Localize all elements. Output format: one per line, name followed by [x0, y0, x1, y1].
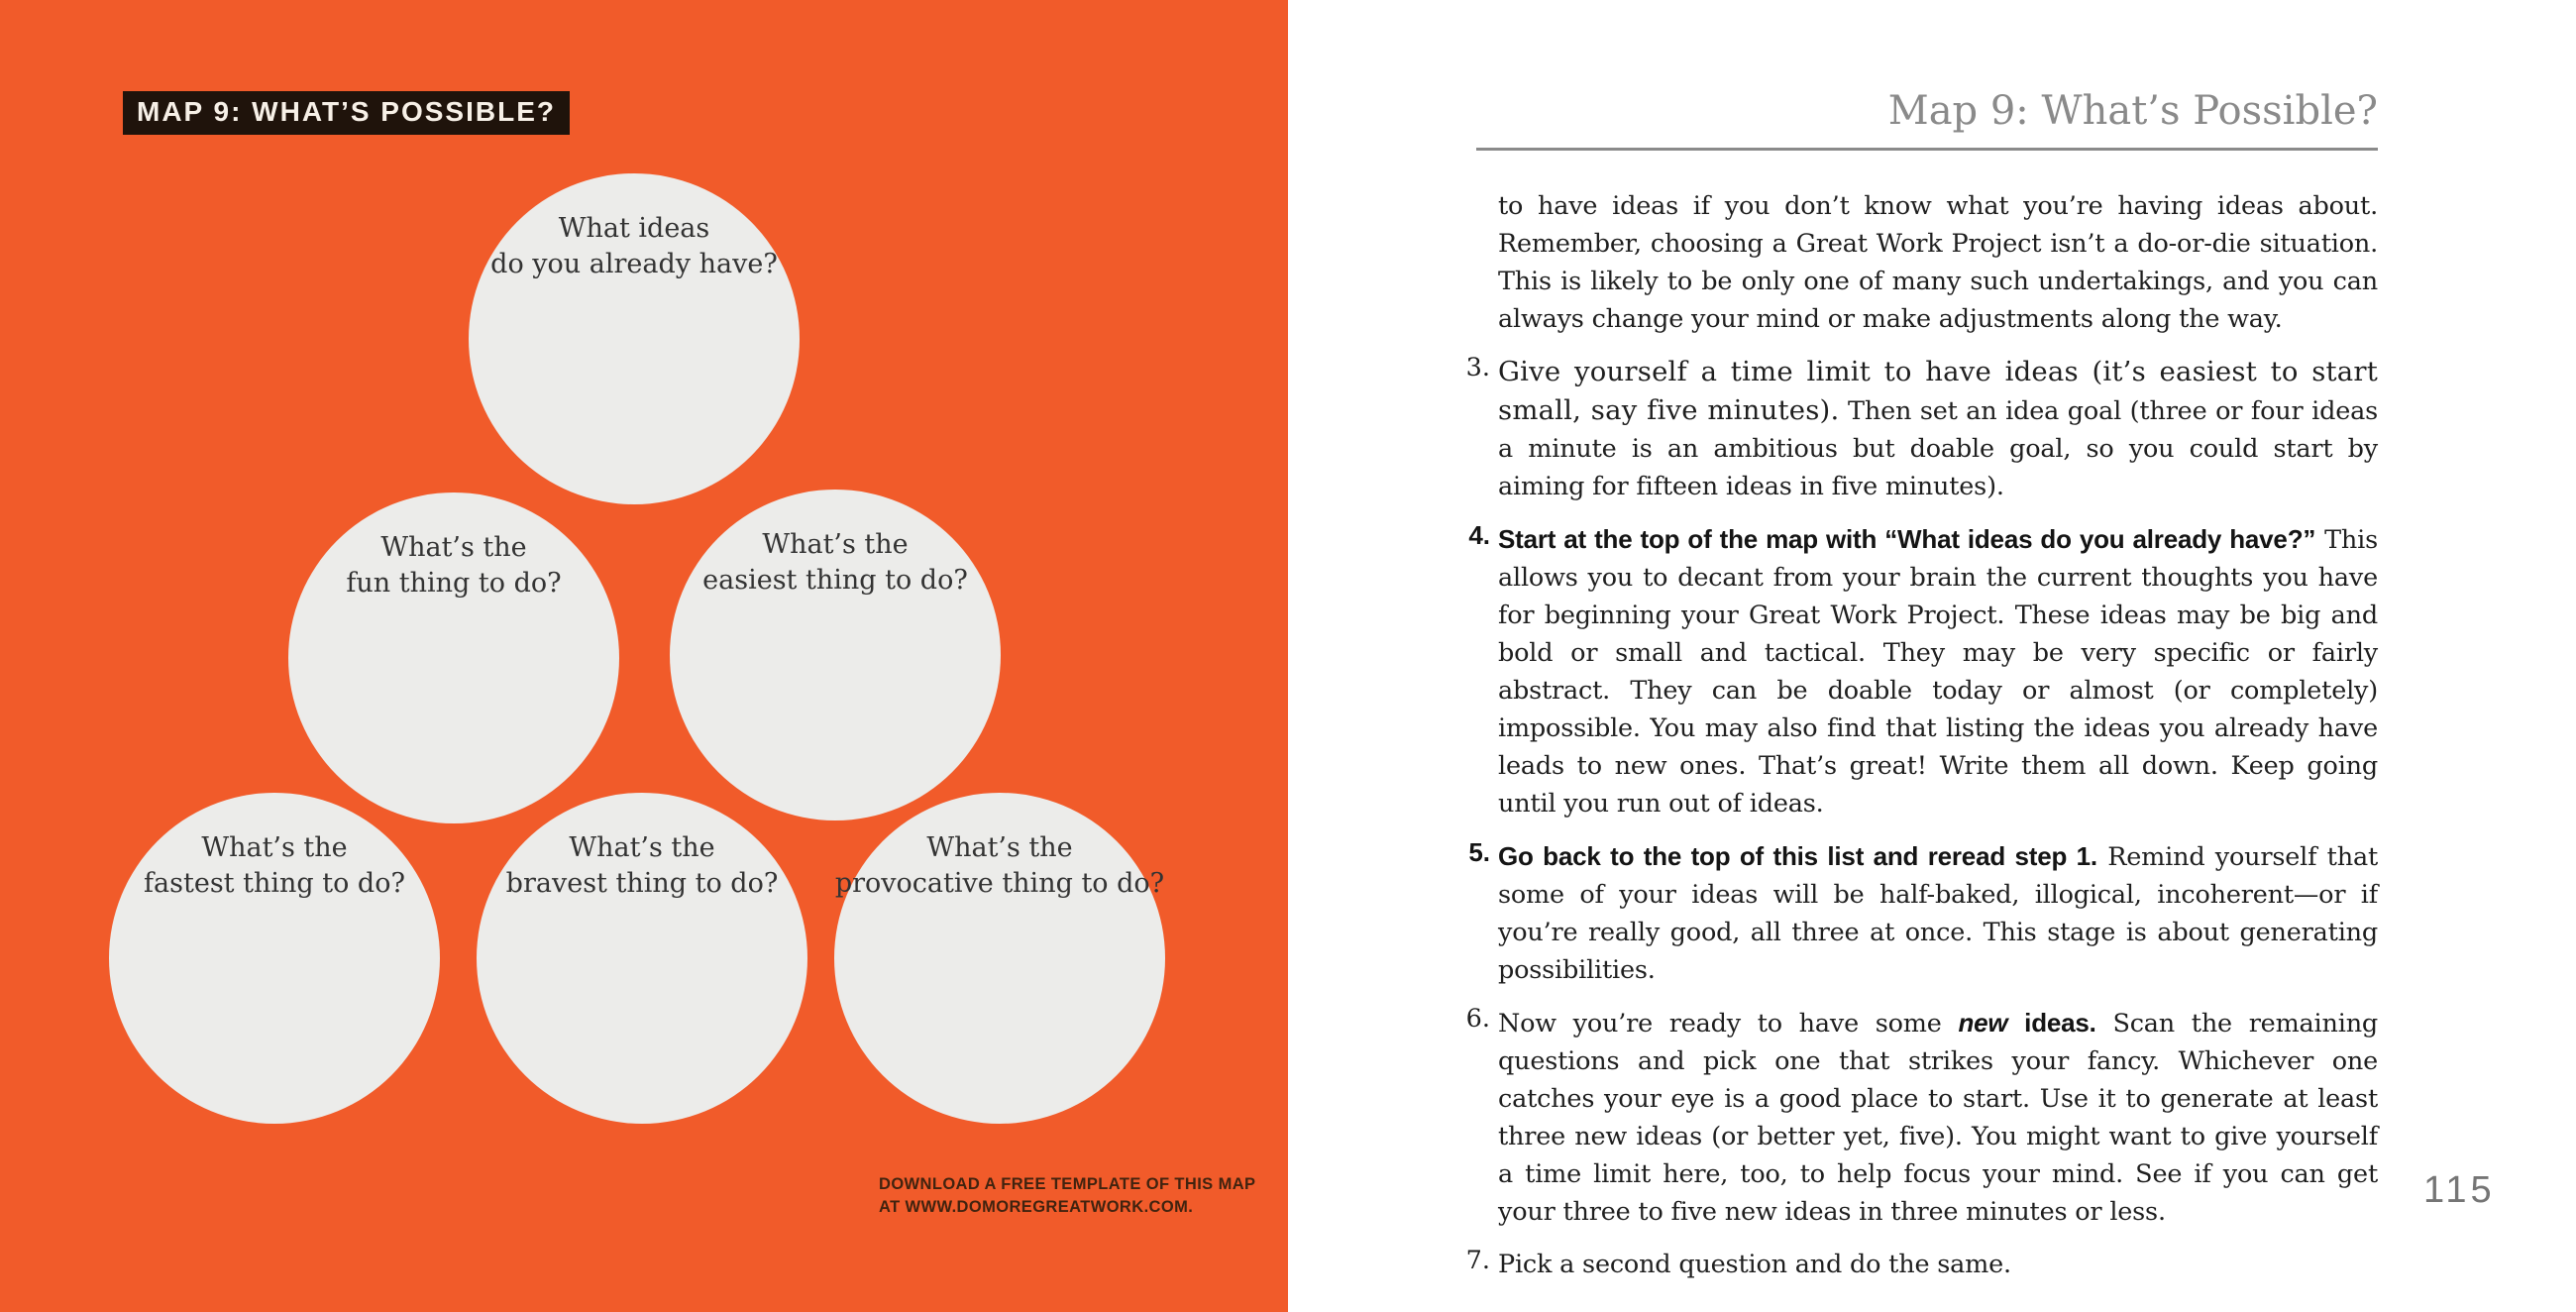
- item-lead: Give yourself a time limit to have ideas (it’s easiest to start small, say five minutes).: [1498, 356, 2378, 426]
- circle-label-line2: bravest thing to do?: [505, 868, 779, 899]
- circle-what-ideas: [469, 173, 800, 504]
- download-note-line1: DOWNLOAD A FREE TEMPLATE OF THIS MAP: [879, 1175, 1256, 1193]
- circle-label-line1: What’s the: [569, 832, 715, 863]
- list-item-4: [1468, 520, 2378, 822]
- list-item-3: [1465, 353, 2379, 505]
- circle-label: [477, 830, 807, 902]
- item-number: 7.: [1465, 1246, 1490, 1275]
- page-number: 115: [2423, 1169, 2496, 1211]
- circle-label-line1: What’s the: [762, 529, 909, 560]
- circle-label-line2: fastest thing to do?: [144, 868, 405, 899]
- circle-label-line2: do you already have?: [490, 249, 778, 279]
- list-item-6: [1465, 1004, 2379, 1231]
- item-number: 4.: [1468, 520, 1490, 550]
- item-number: 5.: [1468, 837, 1490, 867]
- circle-label-line1: What ideas: [558, 213, 710, 244]
- circle-label: [670, 527, 1001, 599]
- circle-label-line2: fun thing to do?: [346, 568, 562, 599]
- download-note-line2: AT WWW.DOMOREGREATWORK.COM.: [879, 1198, 1194, 1216]
- item-lead-emphasis-2: ideas.: [2024, 1008, 2096, 1038]
- item-text: [1498, 353, 2378, 505]
- list-item-5: [1468, 837, 2379, 989]
- item-body: Remind yourself that some of your ideas will be half-baked, illogical, incoherent—or if you’re really good, all three at once. This stage is about generating possibilities.: [1498, 842, 2379, 985]
- item-lead-prefix: Now you’re ready to have some: [1498, 1009, 1942, 1039]
- list-item-7: [1465, 1246, 2378, 1283]
- circle-label: [834, 830, 1165, 902]
- item-number: 3.: [1465, 353, 1490, 383]
- text-column: [1465, 0, 2379, 1283]
- map-title-banner: MAP 9: WHAT’S POSSIBLE?: [123, 91, 570, 135]
- item-number: 6.: [1465, 1004, 1490, 1034]
- chapter-heading: Map 9: What’s Possible?: [1887, 88, 2378, 134]
- item-body: Pick a second question and do the same.: [1498, 1250, 2011, 1279]
- right-page-text: [1288, 0, 2576, 1312]
- circle-label: [469, 211, 800, 282]
- circle-label-line1: What’s the: [201, 832, 348, 863]
- item-text: [1498, 1246, 2378, 1283]
- item-body: Scan the remaining questions and pick one that strikes your fancy. Whichever one catches your eye is a good place to start. Use it to generate at least three new ideas (or better yet, five). You might want to give yourself a time limit here, too, to help focus your mind. See if you can get your three to five new ideas in three minutes or less.: [1498, 1009, 2379, 1227]
- heading-rule: [1476, 148, 2378, 151]
- circle-bravest-thing: [477, 793, 807, 1124]
- circle-label-line1: What’s the: [926, 832, 1073, 863]
- circle-label: [109, 830, 440, 902]
- circle-easiest-thing: [670, 490, 1001, 820]
- circle-fun-thing: [288, 492, 619, 823]
- item-body: This allows you to decant from your brain the current thoughts you have for beginning your Great Work Project. These ideas may be big and bold or small and tactical. They may be very specific or fairly abstract. They can be doable today or almost (or completely) impossible. You may also find that listing the ideas you already have leads to new ones. That’s great! Write them all down. Keep going until you run out of ideas.: [1498, 525, 2378, 819]
- circle-fastest-thing: [109, 793, 440, 1124]
- item-body: Then set an idea goal (three or four ideas a minute is an ambitious but doable goal, so you could start by aiming for fifteen ideas in five minutes).: [1498, 396, 2379, 501]
- item-lead: Go back to the top of this list and reread step 1.: [1498, 841, 2097, 871]
- item-text: [1498, 837, 2378, 989]
- intro-paragraph: to have ideas if you don’t know what you’re having ideas about. Remember, choosing a Great Work Project isn’t a do-or-die situation. This is likely to be only one of many such undertakings, and you can always change your mind or make adjustments along the way.: [1498, 191, 2378, 334]
- circle-provocative-thing: [834, 793, 1165, 1124]
- circle-label: [288, 530, 619, 601]
- item-lead: Start at the top of the map with “What ideas do you already have?”: [1498, 524, 2316, 554]
- item-text: [1498, 1004, 2378, 1231]
- circle-label-line2: easiest thing to do?: [702, 565, 968, 596]
- circle-label-line1: What’s the: [380, 532, 527, 563]
- download-note: [879, 1173, 1255, 1219]
- circle-label-line2: provocative thing to do?: [834, 868, 1165, 899]
- item-lead-emphasis: new: [1958, 1008, 2008, 1038]
- item-text: [1498, 520, 2378, 822]
